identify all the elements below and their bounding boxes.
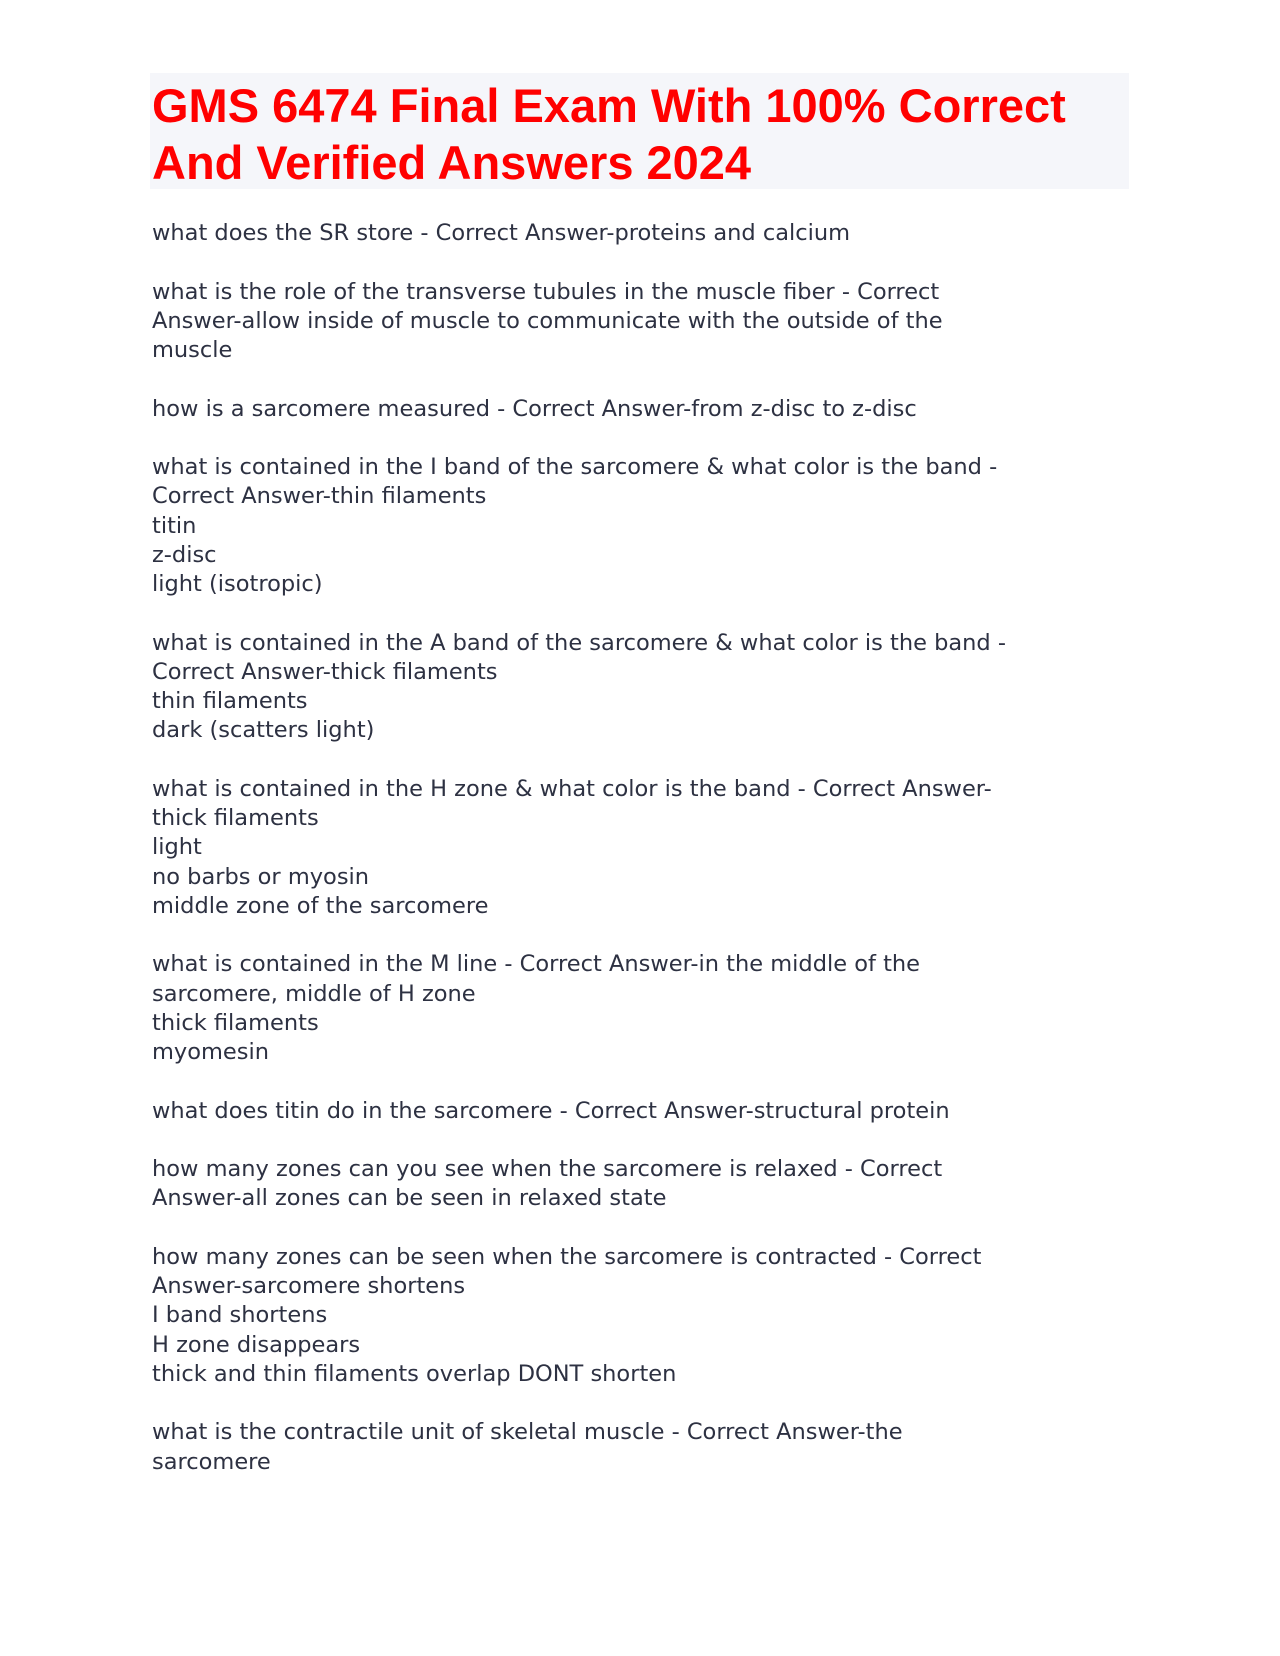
qa-line: what is contained in the M line - Correct Answer-in the middle of the <box>152 951 920 978</box>
qa-line: thick filaments <box>152 1009 319 1036</box>
qa-line: what is contained in the A band of the sarcomere & what color is the band - <box>152 629 1006 656</box>
qa-line: how is a sarcomere measured - Correct Answer-from z-disc to z-disc <box>152 395 917 422</box>
qa-line: dark (scatters light) <box>152 717 375 744</box>
qa-item-relaxed-zones <box>152 1155 1152 1214</box>
qa-line: z-disc <box>152 541 217 568</box>
qa-line: Answer-sarcomere shortens <box>152 1273 466 1299</box>
qa-item-contractile-unit <box>152 1418 1152 1477</box>
qa-line: sarcomere <box>152 1448 271 1475</box>
qa-item-i-band <box>152 453 1152 599</box>
qa-line: thick filaments <box>152 805 319 831</box>
qa-line: middle zone of the sarcomere <box>152 892 489 919</box>
qa-line: sarcomere, middle of H zone <box>152 980 476 1007</box>
qa-item-transverse-tubules <box>152 278 1152 366</box>
qa-item-h-zone <box>152 775 1152 921</box>
qa-line: what is the role of the transverse tubules in the muscle fiber - Correct <box>152 278 940 305</box>
qa-line: myomesin <box>152 1039 269 1065</box>
qa-line: Answer-allow inside of muscle to communicate with the outside of the <box>152 307 943 334</box>
qa-line: no barbs or myosin <box>152 863 370 890</box>
qa-line: Correct Answer-thin filaments <box>152 483 487 510</box>
qa-item-titin <box>152 1097 1152 1126</box>
qa-item-sr-store <box>152 219 1152 248</box>
qa-line: H zone disappears <box>152 1331 361 1358</box>
qa-line: Correct Answer-thick filaments <box>152 658 498 685</box>
qa-line: what is contained in the I band of the sarcomere & what color is the band - <box>152 454 998 480</box>
page-title <box>152 77 1066 191</box>
qa-line: what is contained in the H zone & what color is the band - Correct Answer- <box>152 775 992 802</box>
qa-line: I band shortens <box>152 1302 328 1329</box>
qa-line: light <box>152 834 202 861</box>
qa-line: thin filaments <box>152 688 308 714</box>
qa-line: what does titin do in the sarcomere - Correct Answer-structural protein <box>152 1097 950 1124</box>
qa-line: light (isotropic) <box>152 571 323 597</box>
qa-item-sarcomere-measured <box>152 395 1152 424</box>
qa-line: what does the SR store - Correct Answer-proteins and calcium <box>152 220 851 246</box>
qa-line: Answer-all zones can be seen in relaxed state <box>152 1185 667 1212</box>
qa-line: titin <box>152 512 197 539</box>
title-line-2: And Verified Answers 2024 <box>152 136 752 189</box>
qa-item-m-line <box>152 950 1152 1067</box>
qa-item-a-band <box>152 629 1152 746</box>
qa-line: what is the contractile unit of skeletal muscle - Correct Answer-the <box>152 1419 903 1446</box>
title-banner <box>150 73 1129 189</box>
qa-item-contracted-zones <box>152 1243 1152 1389</box>
title-line-1: GMS 6474 Final Exam With 100% Correct <box>152 79 1066 132</box>
qa-line: how many zones can be seen when the sarcomere is contracted - Correct <box>152 1243 982 1270</box>
qa-list <box>152 219 1152 1506</box>
qa-line: how many zones can you see when the sarcomere is relaxed - Correct <box>152 1156 943 1182</box>
qa-line: thick and thin filaments overlap DONT shorten <box>152 1360 677 1387</box>
qa-line: muscle <box>152 337 233 363</box>
